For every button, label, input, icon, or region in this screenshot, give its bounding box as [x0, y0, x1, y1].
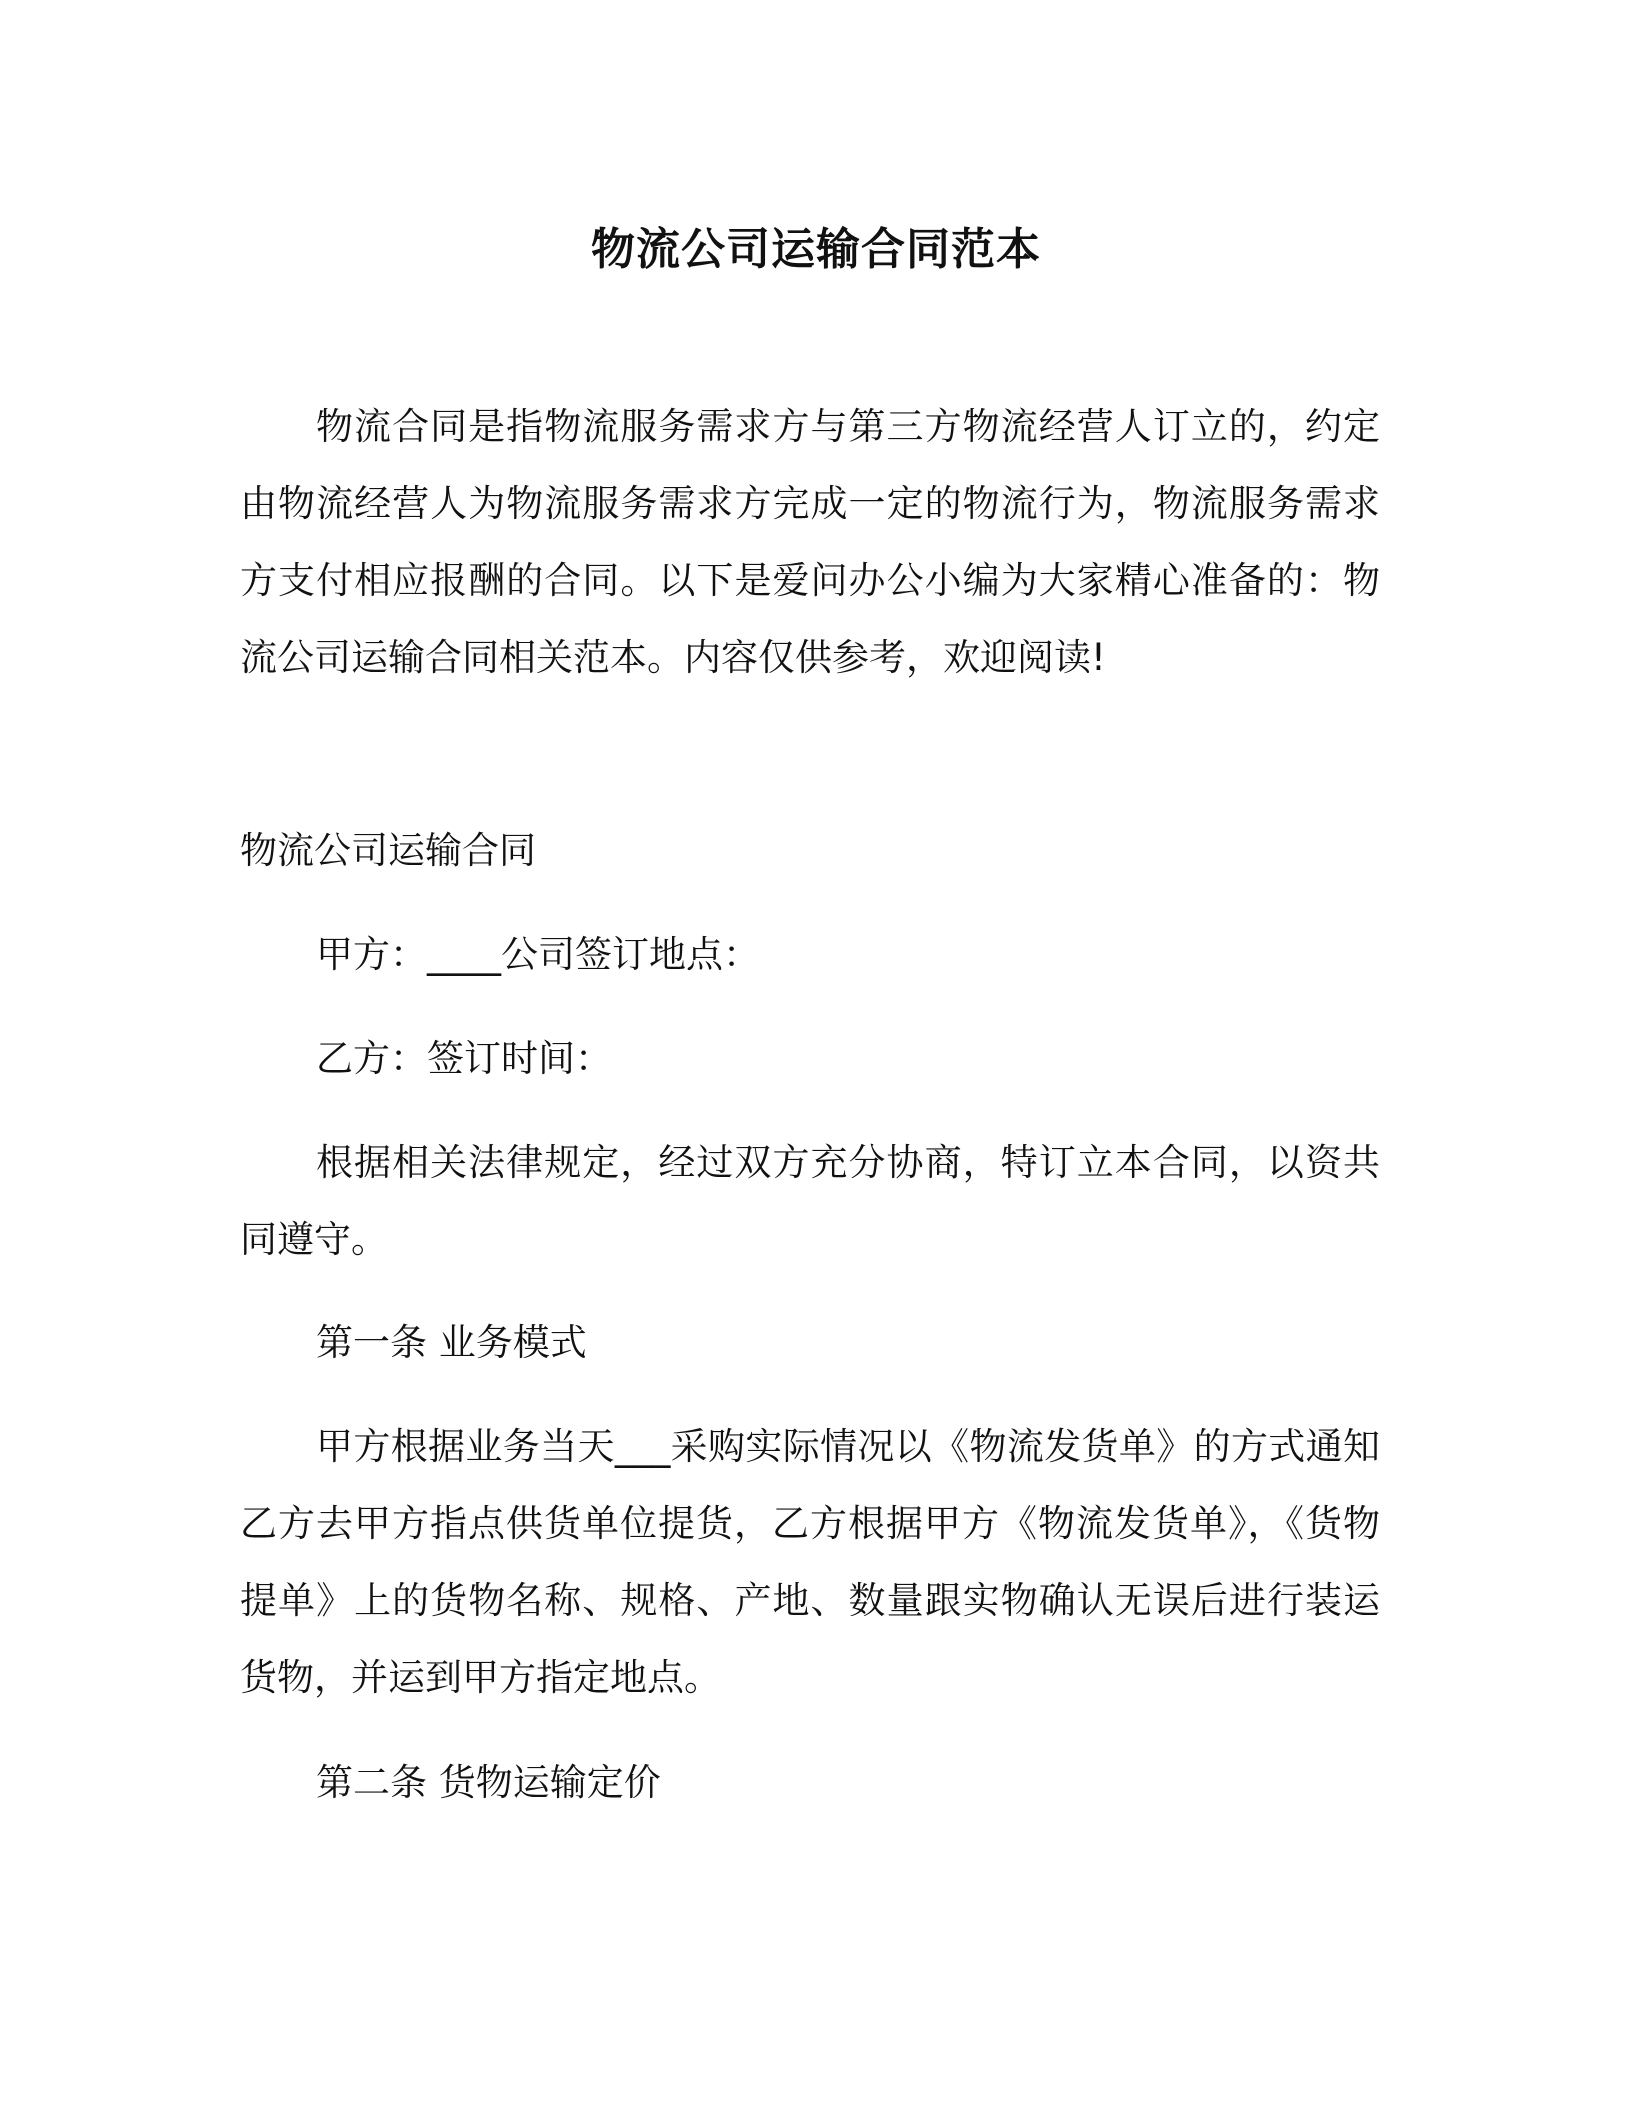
document-title: 物流公司运输合同范本 [591, 224, 1041, 275]
party-b-line: 乙方：签订时间： [316, 1037, 612, 1080]
article-1-body: 甲方根据业务当天___采购实际情况以《物流发货单》的方式通知乙方去甲方指点供货单位提货，乙方根据甲方《物流发货单》，《货物提单》上的货物名称、规格、产地、数量跟实物确认无误后进行装运货物，并运到甲方指定地点。 [240, 1425, 1380, 1699]
preamble-paragraph: 根据相关法律规定，经过双方充分协商，特订立本合同，以资共同遵守。 [240, 1141, 1380, 1261]
article-2-title: 第二条 货物运输定价 [316, 1761, 661, 1804]
party-a-line: 甲方：____公司签订地点： [316, 933, 760, 976]
intro-paragraph: 物流合同是指物流服务需求方与第三方物流经营人订立的，约定由物流经营人为物流服务需求方完成一定的物流行为，物流服务需求方支付相应报酬的合同。以下是爱问办公小编为大家精心准备的：物流公司运输合同相关范本。内容仅供参考，欢迎阅读! [240, 405, 1380, 679]
contract-heading: 物流公司运输合同 [240, 829, 536, 872]
article-1-title: 第一条 业务模式 [316, 1321, 587, 1364]
